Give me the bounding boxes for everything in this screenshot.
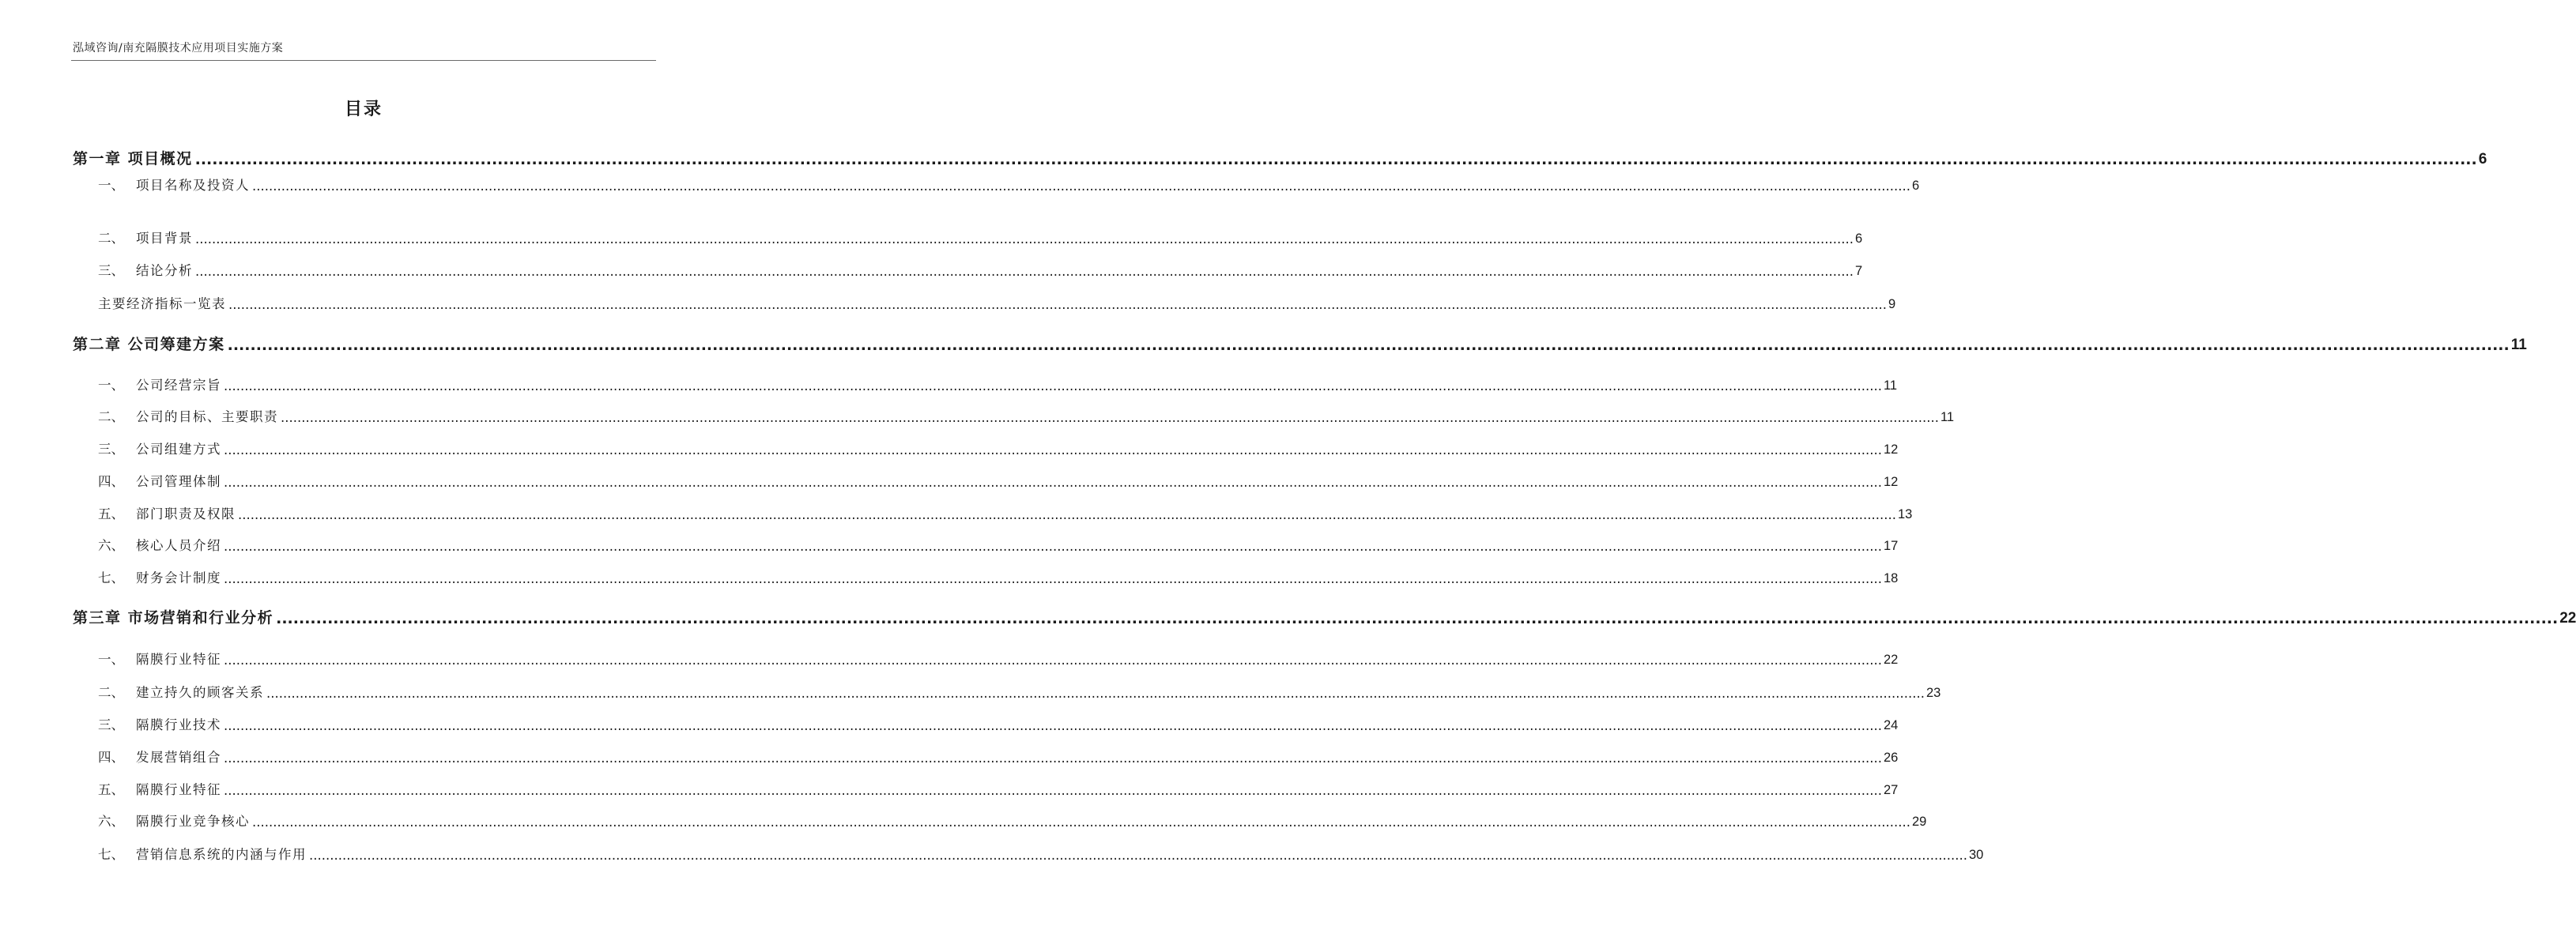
toc-page-number: 26 [1883,751,1899,765]
toc-leader-dots: ................................................................................................................................................................................................................................................................................................................................................................................................................ [252,179,1910,194]
toc-section[interactable] [98,469,1899,490]
toc-section[interactable] [98,373,1898,393]
toc-leader-dots: ................................................................................................................................................................................................................................................................................................................................................................................................................ [195,231,1854,247]
toc-chapter-title: 第三章 市场营销和行业分析 [73,609,274,627]
toc-section-title: 项目背景 [136,231,193,246]
toc-leader-dots: ................................................................................................................................................................................................................................................................................................................................................................................................................ [224,539,1882,554]
toc-section-number: 七、 [98,847,124,862]
toc-page-number: 29 [1911,815,1927,829]
toc-section-title: 隔膜行业特征 [136,782,221,797]
toc-section-number: 四、 [98,750,124,765]
toc-title: 目录 [344,100,383,119]
toc-page-number: 23 [1925,686,1941,700]
toc-section-number: 二、 [98,409,124,424]
toc-section-number: 六、 [98,814,124,829]
toc-leader-dots: ................................................................................................................................................................................................................................................................................................................................................................................................................ [238,507,1896,522]
toc-section[interactable] [98,437,1899,457]
toc-page-number: 9 [1888,297,1896,311]
toc-leader-dots: ................................................................................................................................................................................................................................................................................................................................................................................................................ [224,475,1882,490]
toc-section-number: 六、 [98,538,124,553]
toc-leader-dots: ................................................................................................................................................................................................................................................................................................................................................................................................................ [224,783,1882,798]
toc-section-title: 财务会计制度 [136,570,221,585]
toc-section[interactable] [98,680,1941,701]
toc-section[interactable] [98,647,1899,668]
toc-page-number: 12 [1883,475,1899,489]
toc-section[interactable] [98,777,1899,798]
toc-chapter-3[interactable] [73,604,2576,627]
toc-page-number: 6 [1911,179,1920,193]
toc-leader-dots: ................................................................................................................................................................................................................................................................................................................................................................................................................ [224,751,1882,766]
toc-page-number: 6 [1854,231,1863,246]
toc-page-number: 13 [1897,507,1913,521]
toc-leader-dots: ................................................................................................................................................................................................................................................................................................................................................................................................................ [252,815,1910,830]
toc-section-number: 二、 [98,231,124,246]
toc-section-number: 三、 [98,442,124,457]
toc-page-number: 11 [1940,410,1955,424]
header-divider [71,60,656,61]
toc-leader-dots: ................................................................................................................................................................................................................................................................................................................................................................................................................ [195,264,1854,279]
toc-page-number: 11 [1883,378,1898,393]
toc-section[interactable] [98,502,1913,522]
toc-section-title: 公司经营宗旨 [136,378,221,393]
toc-leader-dots: ................................................................................................................................................................................................................................................................................................................................................................................................................ [227,337,2510,354]
toc-section-title: 发展营销组合 [136,750,221,765]
toc-section-number: 一、 [98,178,124,193]
toc-section[interactable] [98,745,1899,766]
toc-section-number: 三、 [98,717,124,732]
toc-section-title: 公司组建方式 [136,442,221,457]
toc-leader-dots: ................................................................................................................................................................................................................................................................................................................................................................................................................ [224,653,1882,668]
toc-section-title: 公司管理体制 [136,474,221,489]
toc-section-title: 隔膜行业特征 [136,652,221,667]
toc-page-number: 6 [2478,151,2487,167]
toc-section-number: 三、 [98,263,124,278]
toc-section-number: 四、 [98,474,124,489]
toc-page-number: 18 [1883,571,1899,585]
toc-leader-dots: ................................................................................................................................................................................................................................................................................................................................................................................................................ [309,848,1967,863]
toc-section-number: 五、 [98,506,124,521]
toc-section-title: 营销信息系统的内涵与作用 [136,847,307,862]
toc-section[interactable] [98,533,1899,554]
toc-page-number: 11 [2510,337,2527,353]
toc-leader-dots: ................................................................................................................................................................................................................................................................................................................................................................................................................ [224,378,1882,393]
toc-section-title: 核心人员介绍 [136,538,221,553]
toc-leader-dots: ................................................................................................................................................................................................................................................................................................................................................................................................................ [194,151,2477,168]
toc-section-title: 公司的目标、主要职责 [136,409,278,424]
toc-page-number: 7 [1854,264,1863,278]
toc-leader-dots: ................................................................................................................................................................................................................................................................................................................................................................................................................ [266,686,1925,701]
toc-leader-dots: ................................................................................................................................................................................................................................................................................................................................................................................................................ [224,442,1882,457]
toc-leader-dots: ................................................................................................................................................................................................................................................................................................................................................................................................................ [276,610,2559,627]
toc-page-number: 12 [1883,442,1899,457]
toc-chapter-title: 第二章 公司筹建方案 [73,336,225,353]
toc-section[interactable] [98,226,1863,247]
toc-leader-dots: ................................................................................................................................................................................................................................................................................................................................................................................................................ [281,410,1939,425]
toc-section-title: 隔膜行业技术 [136,717,221,732]
toc-section[interactable] [98,405,1955,425]
toc-section-title: 隔膜行业竞争核心 [136,814,250,829]
toc-chapter-1[interactable] [73,145,2487,168]
toc-page-number: 24 [1883,718,1899,732]
toc-leader-dots: ................................................................................................................................................................................................................................................................................................................................................................................................................ [228,297,1887,312]
toc-section-number: 七、 [98,570,124,585]
toc-section-title: 建立持久的顾客关系 [136,685,264,700]
toc-section[interactable] [98,258,1863,279]
toc-section[interactable] [98,713,1899,733]
toc-page-number: 27 [1883,783,1899,797]
toc-section-number: 二、 [98,685,124,700]
toc-section-title: 项目名称及投资人 [136,178,250,193]
toc-leader-dots: ................................................................................................................................................................................................................................................................................................................................................................................................................ [224,571,1882,586]
toc-section-number: 五、 [98,782,124,797]
document-header: 泓域咨询/南充隔膜技术应用项目实施方案 [73,42,284,55]
toc-section[interactable] [98,292,1896,312]
toc-section-title: 部门职责及权限 [136,506,236,521]
toc-section-number: 一、 [98,378,124,393]
toc-chapter-title: 第一章 项目概况 [73,150,193,167]
toc-section[interactable] [98,809,1927,830]
toc-section[interactable] [98,566,1899,586]
toc-section[interactable] [98,842,1984,863]
toc-section-number: 一、 [98,652,124,667]
toc-section[interactable] [98,173,1920,194]
toc-page-number: 22 [2559,610,2576,627]
toc-leader-dots: ................................................................................................................................................................................................................................................................................................................................................................................................................ [224,718,1882,733]
toc-chapter-2[interactable] [73,330,2527,354]
toc-page-number: 30 [1968,848,1984,862]
toc-section-title: 主要经济指标一览表 [98,296,226,311]
toc-page-number: 17 [1883,539,1899,553]
toc-section-title: 结论分析 [136,263,193,278]
toc-page-number: 22 [1883,653,1899,667]
